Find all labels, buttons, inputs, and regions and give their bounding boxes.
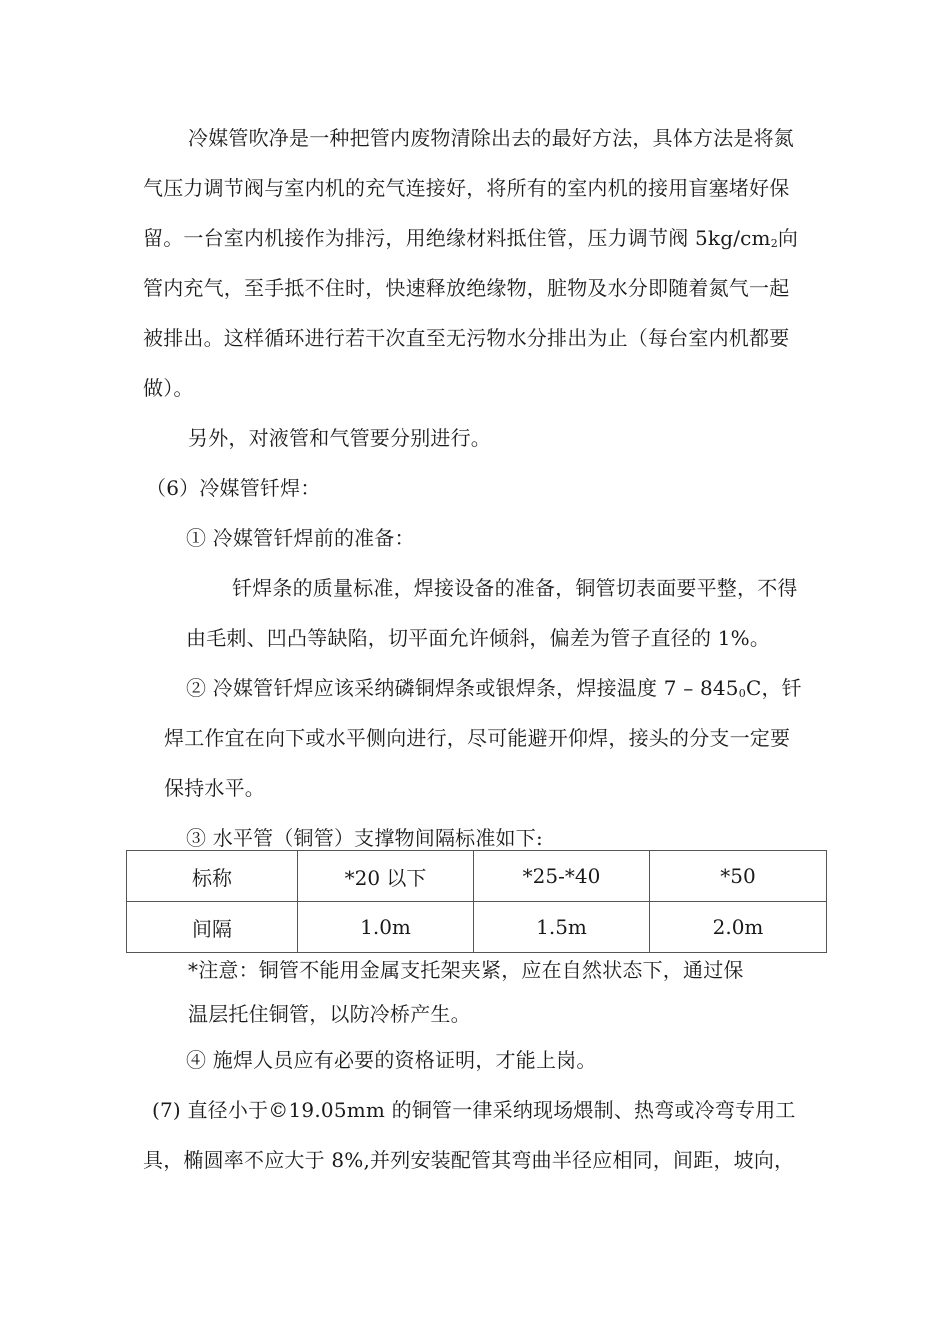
paragraph-line: 被排出。这样循环进行若干次直至无污物水分排出为止（每台室内机都要 <box>143 326 790 350</box>
paragraph-line: 气压力调节阀与室内机的充气连接好，将所有的室内机的接用盲塞堵好保 <box>143 176 790 200</box>
note-line: 温层托住铜管，以防冷桥产生。 <box>188 1002 471 1026</box>
table-cell: 2.0m <box>650 902 827 953</box>
table-cell: *20 以下 <box>298 851 474 902</box>
section-heading: （6）冷媒管钎焊： <box>146 476 321 500</box>
table-cell: 1.5m <box>474 902 650 953</box>
paragraph-line: 钎焊条的质量标准，焊接设备的准备，铜管切表面要平整，不得 <box>232 576 798 600</box>
text-run: ② 冷媒管钎焊应该采纳磷铜焊条或银焊条，焊接温度 7 – 845 <box>186 676 739 700</box>
paragraph-line: (7) 直径小于©19.05mm 的铜管一律采纳现场煨制、热弯或冷弯专用工 <box>152 1098 796 1122</box>
table-cell: *25-*40 <box>474 851 650 902</box>
paragraph-line: 焊工作宜在向下或水平侧向进行，尽可能避开仰焊，接头的分支一定要 <box>164 726 791 750</box>
paragraph-line: 管内充气，至手抵不住时，快速释放绝缘物，脏物及水分即随着氮气一起 <box>143 276 790 300</box>
text-run: 留。一台室内机接作为排污，用绝缘材料抵住管，压力调节阀 5kg/cm <box>143 226 771 250</box>
table-cell: *50 <box>650 851 827 902</box>
table-cell: 标称 <box>127 851 298 902</box>
paragraph-line: 冷媒管吹净是一种把管内废物清除出去的最好方法，具体方法是将氮 <box>188 126 794 150</box>
paragraph-line: 保持水平。 <box>164 776 265 800</box>
text-run: 向 <box>777 226 799 250</box>
text-run: C，钎 <box>745 676 802 700</box>
support-spacing-table <box>126 850 827 953</box>
paragraph-line <box>143 224 798 258</box>
list-item <box>186 674 802 708</box>
table-row <box>127 851 827 902</box>
list-item: ① 冷媒管钎焊前的准备： <box>186 526 415 550</box>
table-cell: 间隔 <box>127 902 298 953</box>
paragraph-line: 由毛刺、凹凸等缺陷，切平面允许倾斜，偏差为管子直径的 1%。 <box>186 626 771 650</box>
note-line: *注意：铜管不能用金属支托架夹紧，应在自然状态下，通过保 <box>188 958 744 982</box>
table-row <box>127 902 827 953</box>
paragraph-line: 做）。 <box>143 376 194 400</box>
list-item: ③ 水平管（铜管）支撑物间隔标准如下: <box>186 826 543 850</box>
subscript: 0 <box>738 687 746 700</box>
list-item: ④ 施焊人员应有必要的资格证明，才能上岗。 <box>186 1048 597 1072</box>
paragraph-line: 另外，对液管和气管要分别进行。 <box>188 426 491 450</box>
paragraph-line: 具，椭圆率不应大于 8%,并列安装配管其弯曲半径应相同，间距，坡向， <box>143 1148 795 1172</box>
subscript: 2 <box>770 237 778 250</box>
table-cell: 1.0m <box>298 902 474 953</box>
